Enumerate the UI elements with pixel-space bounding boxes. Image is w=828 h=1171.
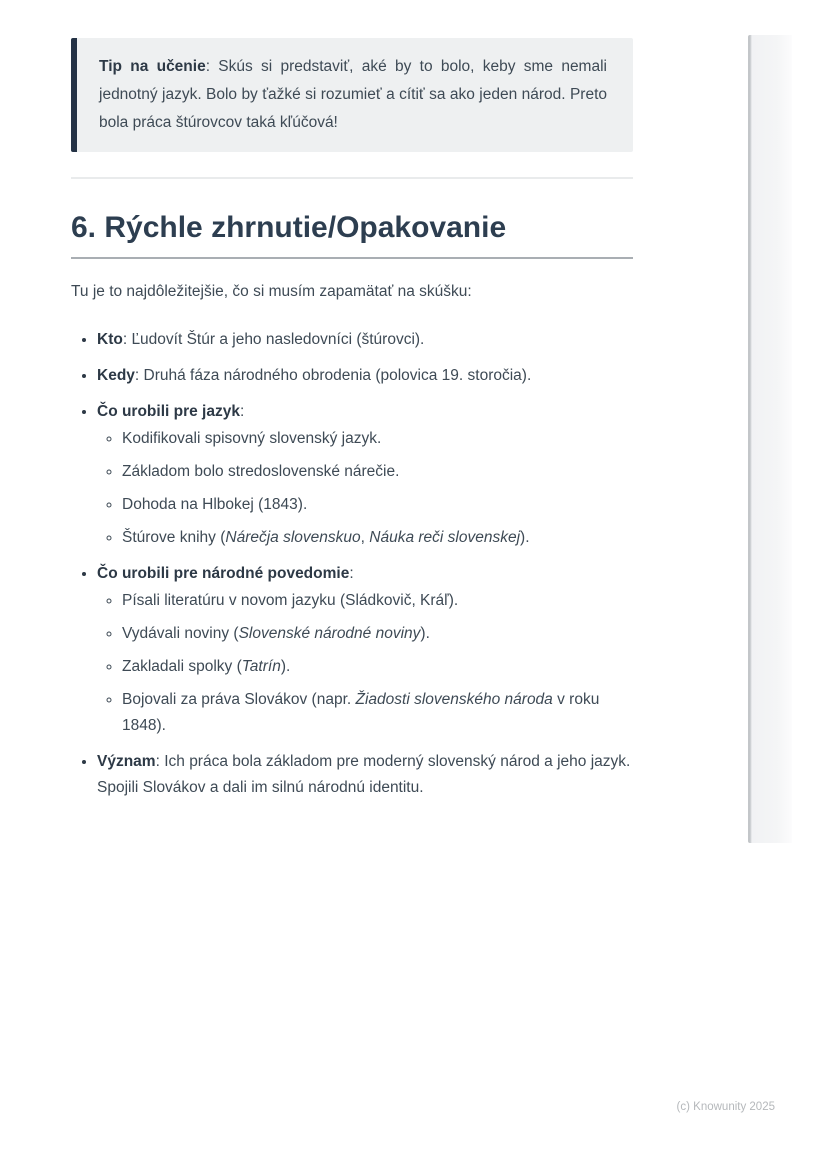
tip-body: : Skús si predstaviť, aké by to bolo, keby sme nemali jednotný jazyk. Bolo by ťažké si rozumieť a cítiť sa ako jeden národ. Preto bola práca štúrovcov taká kľúčová! xyxy=(99,58,607,131)
item-label: Čo urobili pre jazyk xyxy=(97,403,240,420)
sub-item xyxy=(122,491,633,518)
item-label: Kedy xyxy=(97,367,135,384)
tip-text xyxy=(99,53,607,137)
sub-item xyxy=(122,620,633,647)
item-label: Význam xyxy=(97,753,156,770)
item-label: Čo urobili pre národné povedomie xyxy=(97,565,350,582)
sub-item-text: Bojovali za práva Slovákov (napr. xyxy=(122,691,356,708)
sub-item-text: Základom bolo stredoslovenské nárečie. xyxy=(122,463,400,480)
sub-item-text: Kodifikovali spisovný slovenský jazyk. xyxy=(122,430,382,447)
item-text: : Ich práca bola základom pre moderný slovenský národ a jeho jazyk. Spojili Slovákov a dali im silnú národnú identitu. xyxy=(97,753,631,796)
book-title: Náuka reči slovenskej xyxy=(369,529,521,546)
list-item-povedomie xyxy=(97,560,633,739)
list-item-vyznam xyxy=(97,748,633,801)
section-title: 6. Rýchle zhrnutie/Opakovanie xyxy=(71,210,633,259)
section-divider xyxy=(71,177,633,179)
sub-item xyxy=(122,587,633,614)
sub-item-text: ). xyxy=(420,625,430,642)
list-item-kto xyxy=(97,326,633,353)
item-text: : Druhá fáza národného obrodenia (polovica 19. storočia). xyxy=(134,367,532,384)
footer-copyright: (c) Knowunity 2025 xyxy=(676,1101,775,1113)
sub-item xyxy=(122,686,633,739)
page-content xyxy=(71,0,633,810)
next-page-edge xyxy=(748,35,792,843)
sub-item xyxy=(122,425,633,452)
item-label: Kto xyxy=(97,331,123,348)
list-item-kedy xyxy=(97,362,633,389)
sub-item-text: , xyxy=(360,529,370,546)
item-text: : Ľudovít Štúr a jeho nasledovníci (štúrovci). xyxy=(122,331,425,348)
item-text: : xyxy=(239,403,245,420)
organization-title: Tatrín xyxy=(241,658,281,675)
book-title: Nárečja slovenskuo xyxy=(225,529,361,546)
intro-text: Tu je to najdôležitejšie, čo si musím zapamätať na skúšku: xyxy=(71,283,472,300)
sub-item-text: Vydávali noviny ( xyxy=(122,625,239,642)
tip-label: Tip na učenie xyxy=(99,58,206,75)
summary-list xyxy=(71,326,633,801)
sub-item-text: ). xyxy=(280,658,291,675)
sub-item xyxy=(122,524,633,551)
sub-item xyxy=(122,653,633,680)
publication-title: Slovenské národné noviny xyxy=(238,625,421,642)
document-title: Žiadosti slovenského národa xyxy=(355,691,553,708)
sub-item-text: Písali literatúru v novom jazyku (Sládkovič, Kráľ). xyxy=(122,592,459,609)
sub-item-text: Štúrove knihy ( xyxy=(122,529,226,546)
sub-item-text: v roku 1848). xyxy=(122,691,600,734)
sub-list-povedomie xyxy=(97,587,633,739)
sub-item xyxy=(122,458,633,485)
list-item-jazyk xyxy=(97,398,633,551)
item-text: : xyxy=(349,565,354,582)
sub-item-text: ). xyxy=(520,529,530,546)
tip-box xyxy=(71,38,633,152)
sub-item-text: Zakladali spolky ( xyxy=(122,658,242,675)
sub-list-jazyk xyxy=(97,425,633,551)
sub-item-text: Dohoda na Hlbokej (1843). xyxy=(122,496,308,513)
